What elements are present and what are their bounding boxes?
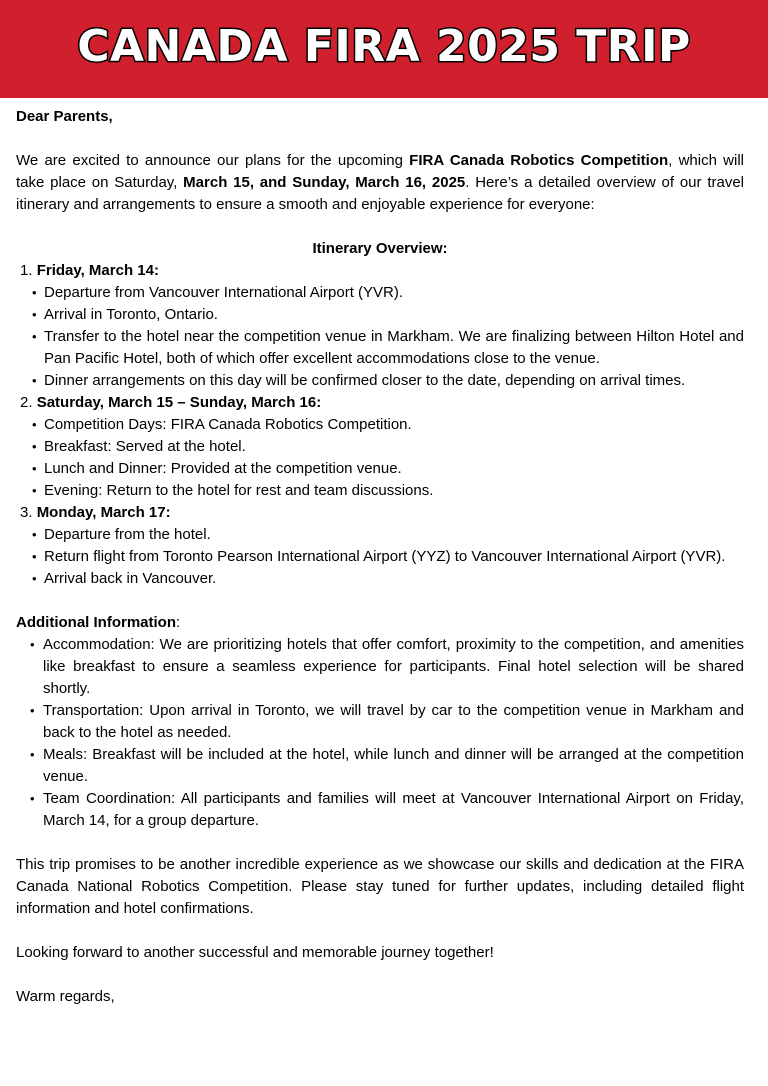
closing-paragraph: This trip promises to be another incredible experience as we showcase our skills and dedication at the FIRA Canada National Robotics Competition. Please stay tuned for further updates, including detailed flight information and hotel confirmations.: [16, 856, 744, 917]
day-number: 1.: [20, 262, 33, 279]
day-3-list: [16, 524, 744, 590]
list-item: • Accommodation: We are prioritizing hotels that offer comfort, proximity to the competition, and amenities like breakfast to ensure a seamless experience for participants. Final hotel selection will be shared shortly.: [16, 634, 744, 700]
letter-body: [16, 106, 744, 1008]
greeting: Dear Parents,: [16, 108, 113, 125]
list-item: • Departure from the hotel.: [16, 524, 744, 546]
competition-dates: March 15, and Sunday, March 16, 2025: [183, 174, 466, 191]
looking-forward-line: Looking forward to another successful and memorable journey together!: [16, 944, 494, 961]
list-item: • Dinner arrangements on this day will be confirmed closer to the date, depending on arrival times.: [16, 370, 744, 392]
day-title: Saturday, March 15 – Sunday, March 16:: [36, 394, 322, 411]
list-item: • Departure from Vancouver International Airport (YVR).: [16, 282, 744, 304]
list-item: • Return flight from Toronto Pearson International Airport (YYZ) to Vancouver International Airport (YVR).: [16, 546, 744, 568]
list-item: • Transportation: Upon arrival in Toronto, we will travel by car to the competition venue in Markham and back to the hotel as needed.: [16, 700, 744, 744]
additional-info-title: Additional Information: [16, 614, 176, 631]
list-item: • Arrival back in Vancouver.: [16, 568, 744, 590]
list-item: • Breakfast: Served at the hotel.: [16, 436, 744, 458]
signoff: Warm regards,: [16, 988, 115, 1005]
additional-info-colon: :: [175, 614, 181, 631]
header-banner: [0, 0, 768, 98]
list-item: • Competition Days: FIRA Canada Robotics Competition.: [16, 414, 744, 436]
day-heading-2: [16, 392, 744, 414]
day-title: Monday, March 17:: [36, 504, 171, 521]
day-1-list: [16, 282, 744, 392]
list-item: • Arrival in Toronto, Ontario.: [16, 304, 744, 326]
day-heading-1: [16, 260, 744, 282]
itinerary-heading: Itinerary Overview:: [312, 240, 448, 257]
list-item: • Lunch and Dinner: Provided at the competition venue.: [16, 458, 744, 480]
intro-text-2: , which will take place on Saturday,: [16, 152, 744, 191]
page-title: CANADA FIRA 2025 TRIP: [77, 21, 691, 72]
competition-name: FIRA Canada Robotics Competition: [409, 152, 669, 169]
day-number: 2.: [20, 394, 33, 411]
intro-text-1: We are excited to announce our plans for the upcoming: [16, 152, 410, 169]
additional-info-list: [16, 634, 744, 832]
list-item: • Team Coordination: All participants and families will meet at Vancouver International Airport on Friday, March 14, for a group departure.: [16, 788, 744, 832]
day-2-list: [16, 414, 744, 502]
list-item: • Meals: Breakfast will be included at the hotel, while lunch and dinner will be arranged at the competition venue.: [16, 744, 744, 788]
intro-paragraph: [16, 150, 744, 216]
additional-info-heading: [16, 612, 744, 634]
intro-text-3: . Here’s a detailed overview of our travel itinerary and arrangements to ensure a smooth and enjoyable experience for everyone:: [16, 174, 744, 213]
list-item: • Evening: Return to the hotel for rest and team discussions.: [16, 480, 744, 502]
list-item: • Transfer to the hotel near the competition venue in Markham. We are finalizing between Hilton Hotel and Pan Pacific Hotel, both of which offer excellent accommodations close to the venue.: [16, 326, 744, 370]
day-heading-3: [16, 502, 744, 524]
day-number: 3.: [20, 504, 33, 521]
day-title: Friday, March 14:: [36, 262, 159, 279]
